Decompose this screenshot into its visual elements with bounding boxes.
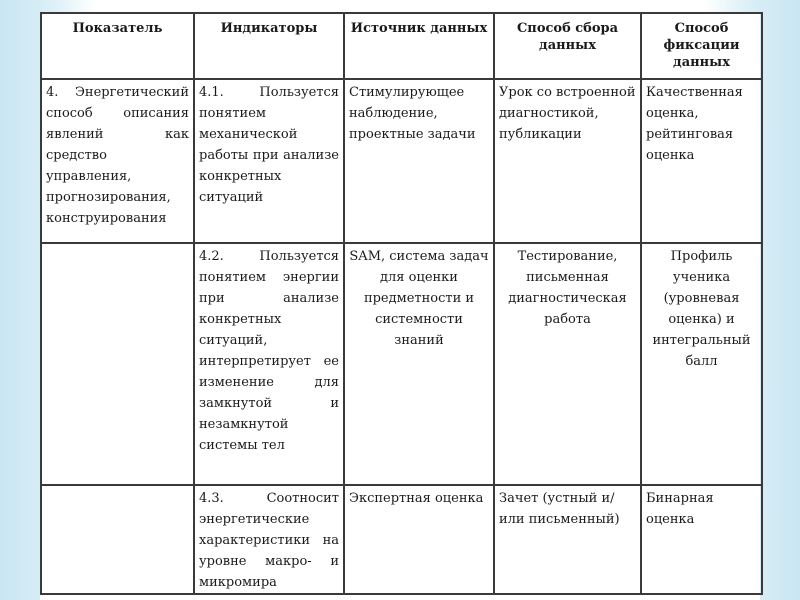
cell-collection-method: Зачет (устный и/или письменный) [494, 485, 641, 594]
header-recording-method: Способ фиксации данных [641, 13, 762, 79]
cell-indicator-empty [41, 485, 194, 594]
cell-recording-method: Бинарная оценка [641, 485, 762, 594]
header-indicators: Индикаторы [194, 13, 344, 79]
header-data-source: Источник данных [344, 13, 494, 79]
table-row [41, 485, 762, 594]
slide [40, 12, 760, 600]
cell-data-source: SAM, система задач для оценки предметности и системности знаний [344, 243, 494, 485]
table-row [41, 79, 762, 243]
cell-recording-method: Профиль ученика (уровневая оценка) и интегральный балл [641, 243, 762, 485]
header-collection-method: Способ сбора данных [494, 13, 641, 79]
cell-indicator-empty [41, 243, 194, 485]
indicators-table [40, 12, 763, 595]
cell-data-source: Стимулирующее наблюдение, проектные задачи [344, 79, 494, 243]
header-indicator: Показатель [41, 13, 194, 79]
cell-indicator: 4. Энергетический способ описания явлений как средство управления, прогнозирования, конструирования [41, 79, 194, 243]
cell-data-source: Экспертная оценка [344, 485, 494, 594]
cell-collection-method: Урок со встроенной диагностикой, публикации [494, 79, 641, 243]
table-row [41, 243, 762, 485]
cell-recording-method: Качественная оценка, рейтинговая оценка [641, 79, 762, 243]
cell-indicator-detail: 4.2. Пользуется понятием энергии при анализе конкретных ситуаций, интерпретирует ее изменение для замкнутой и незамкнутой системы тел [194, 243, 344, 485]
table-header-row [41, 13, 762, 79]
cell-collection-method: Тестирование, письменная диагностическая работа [494, 243, 641, 485]
cell-indicator-detail: 4.1. Пользуется понятием механической работы при анализе конкретных ситуаций [194, 79, 344, 243]
cell-indicator-detail: 4.3. Соотносит энергетические характеристики на уровне макро- и микромира [194, 485, 344, 594]
